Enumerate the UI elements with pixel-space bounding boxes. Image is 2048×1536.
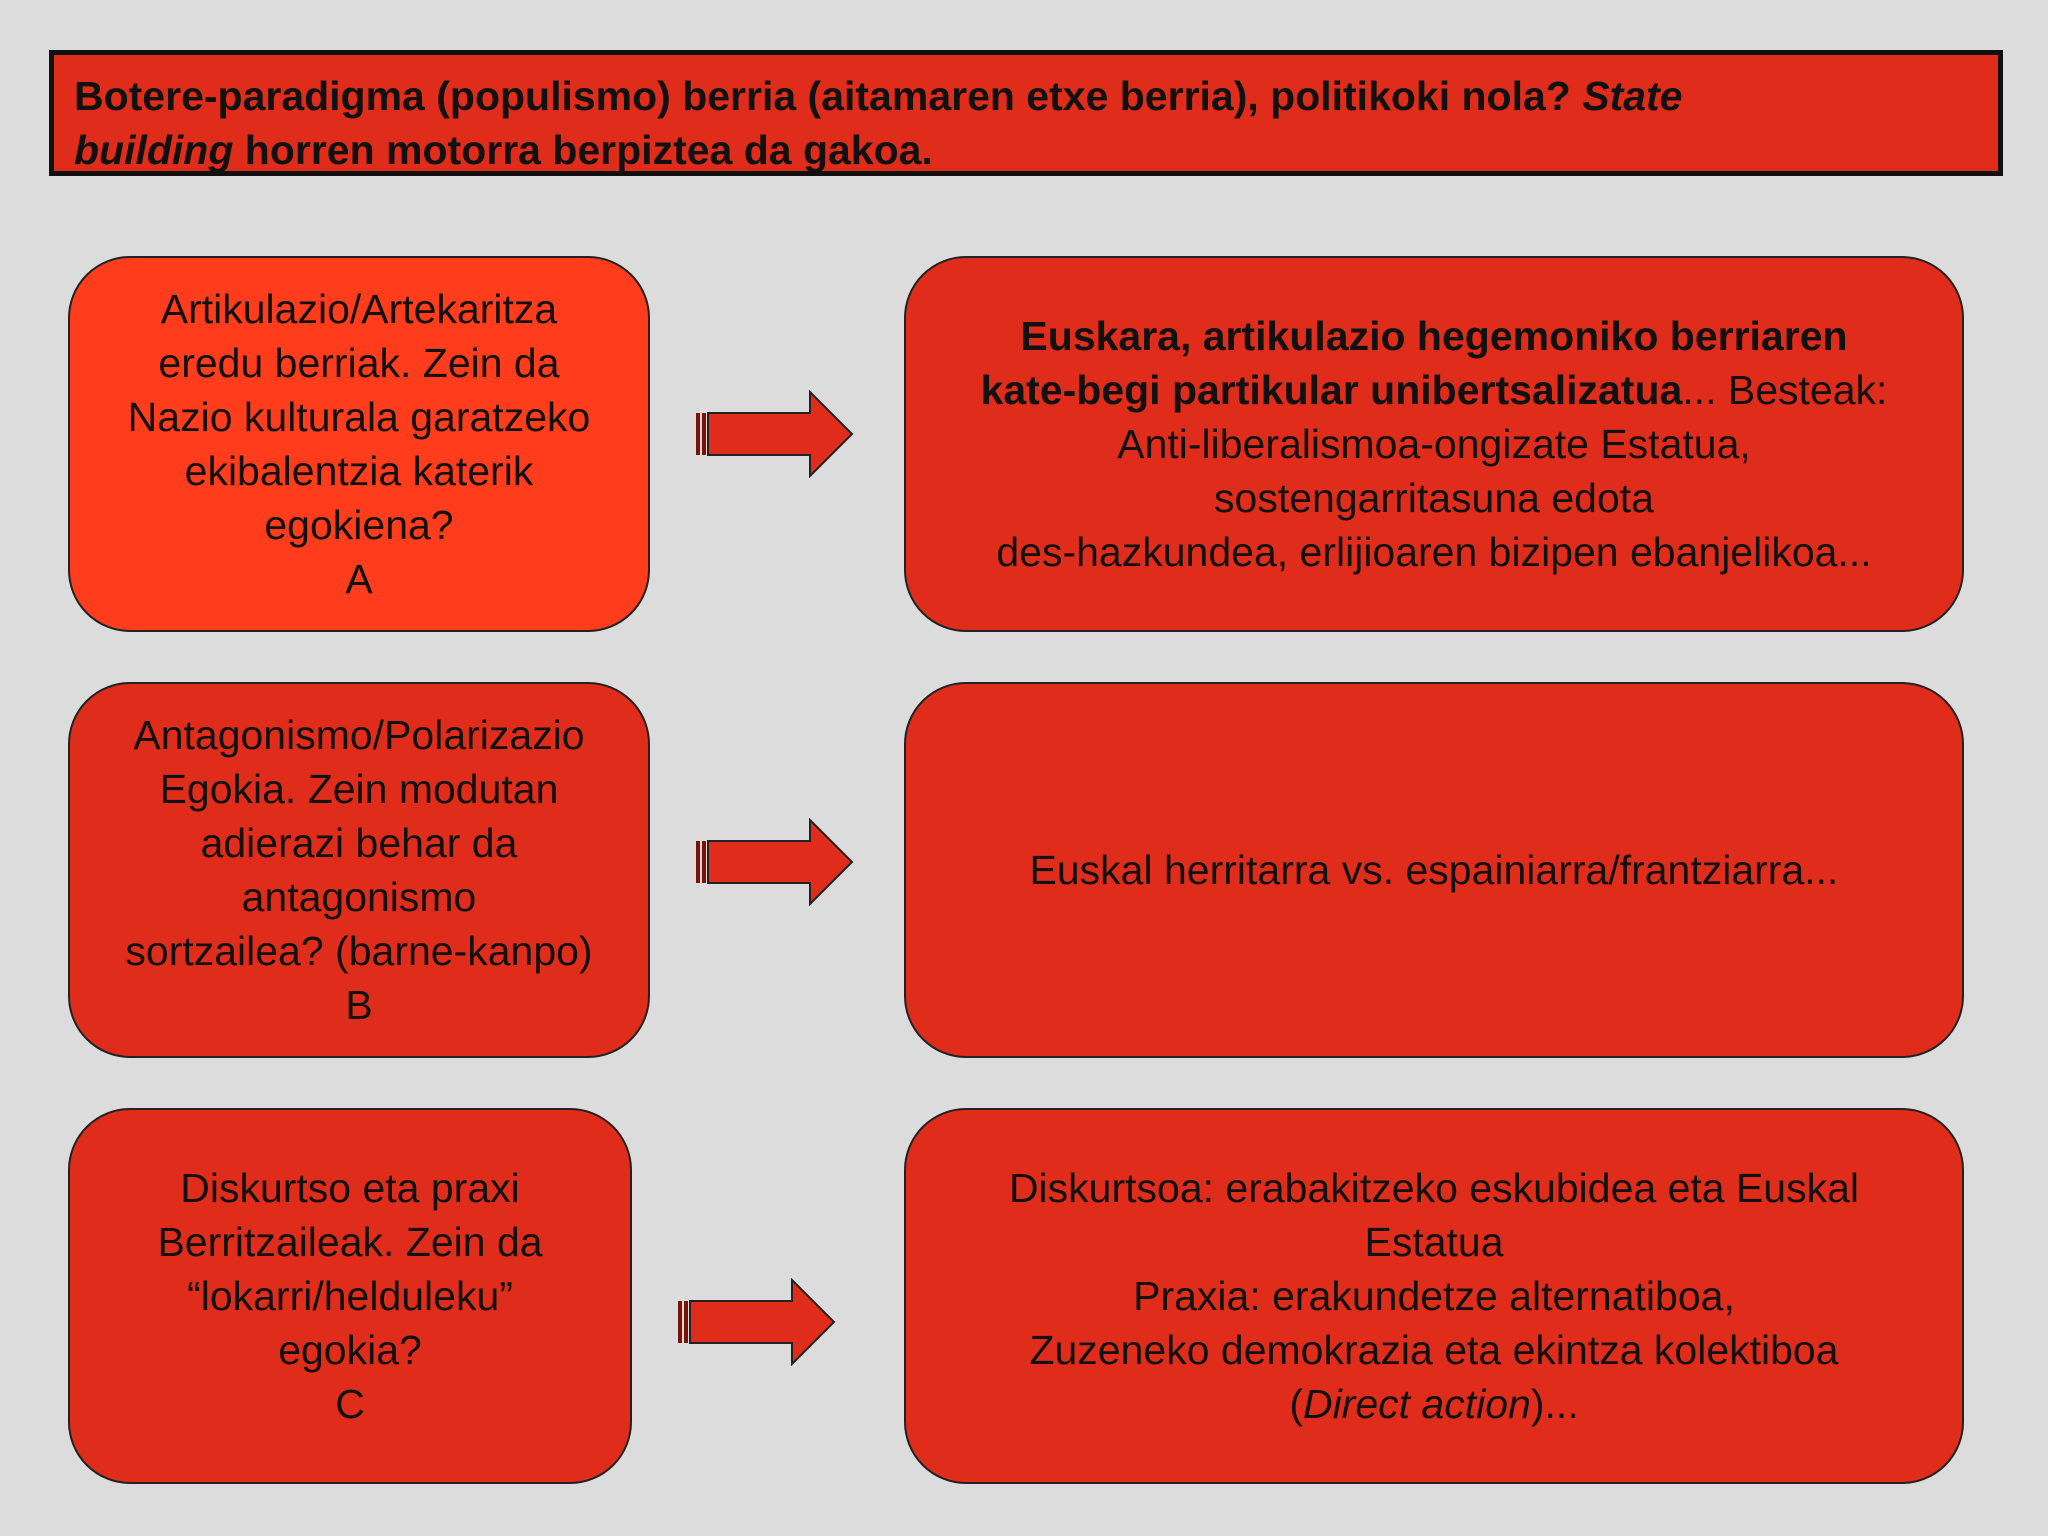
question-a-letter: A [345, 556, 373, 602]
answer-a-line-4: sostengarritasuna edota [1214, 475, 1654, 521]
title-text-1: Botere-paradigma (populismo) berria (aitamaren etxe berria), politikoki nola? [74, 73, 1583, 119]
question-b-line: Antagonismo/Polarizazio [133, 712, 585, 758]
answer-a-line-3: Anti-liberalismoa-ongizate Estatua, [1117, 421, 1751, 467]
question-a-line: Nazio kulturala garatzeko [127, 394, 591, 440]
title-italic-2: building [74, 127, 234, 173]
right-arrow-icon [696, 390, 856, 478]
question-b-line: antagonismo [241, 874, 477, 920]
right-arrow-icon [696, 818, 856, 906]
question-b-line: adierazi behar da [200, 820, 518, 866]
answer-c-line-5-pre: ( [1289, 1381, 1303, 1427]
question-c-line: “lokarri/helduleku” [187, 1273, 513, 1319]
question-a-line: Artikulazio/Artekaritza [160, 286, 558, 332]
question-b-line: Egokia. Zein modutan [159, 766, 559, 812]
answer-a-bold-2: kate-begi partikular unibertsalizatua [980, 367, 1683, 413]
question-a-line: ekibalentzia katerik [184, 448, 534, 494]
question-b-line: sortzailea? (barne-kanpo) [125, 928, 593, 974]
answer-box-b [904, 682, 1964, 1058]
answer-c-line-3: Praxia: erakundetze alternatiboa, [1133, 1273, 1735, 1319]
question-a-line: egokiena? [264, 502, 454, 548]
answer-box-c [904, 1108, 1964, 1484]
answer-a-bold-1: Euskara, artikulazio hegemoniko berriaren [1020, 313, 1848, 359]
right-arrow-icon [678, 1278, 838, 1366]
answer-c-line-2: Estatua [1364, 1219, 1504, 1265]
answer-c-line-1: Diskurtsoa: erabakitzeko eskubidea eta Euskal [1008, 1165, 1860, 1211]
question-c-line: Diskurtso eta praxi [180, 1165, 520, 1211]
answer-c-line-4: Zuzeneko demokrazia eta ekintza kolektiboa [1029, 1327, 1839, 1373]
question-box-c [68, 1108, 632, 1484]
question-a-line: eredu berriak. Zein da [158, 340, 560, 386]
answer-a-line-5: des-hazkundea, erlijioaren bizipen ebanjelikoa... [996, 529, 1872, 575]
question-c-line: Berritzaileak. Zein da [157, 1219, 543, 1265]
question-box-b [68, 682, 650, 1058]
answer-box-a [904, 256, 1964, 632]
question-c-letter: C [335, 1381, 365, 1427]
title-text-2: horren motorra berpiztea da gakoa. [233, 127, 933, 173]
answer-b-line-1: Euskal herritarra vs. espainiarra/frantziarra... [1029, 847, 1839, 893]
question-box-a [68, 256, 650, 632]
answer-c-line-5-italic: Direct action [1302, 1381, 1531, 1427]
answer-a-rest-2: ... Besteak: [1682, 367, 1888, 413]
answer-c-line-5-post: )... [1530, 1381, 1579, 1427]
title-box [49, 50, 2003, 176]
title-italic-1: State [1582, 73, 1683, 119]
question-c-line: egokia? [278, 1327, 422, 1373]
question-b-letter: B [345, 982, 373, 1028]
